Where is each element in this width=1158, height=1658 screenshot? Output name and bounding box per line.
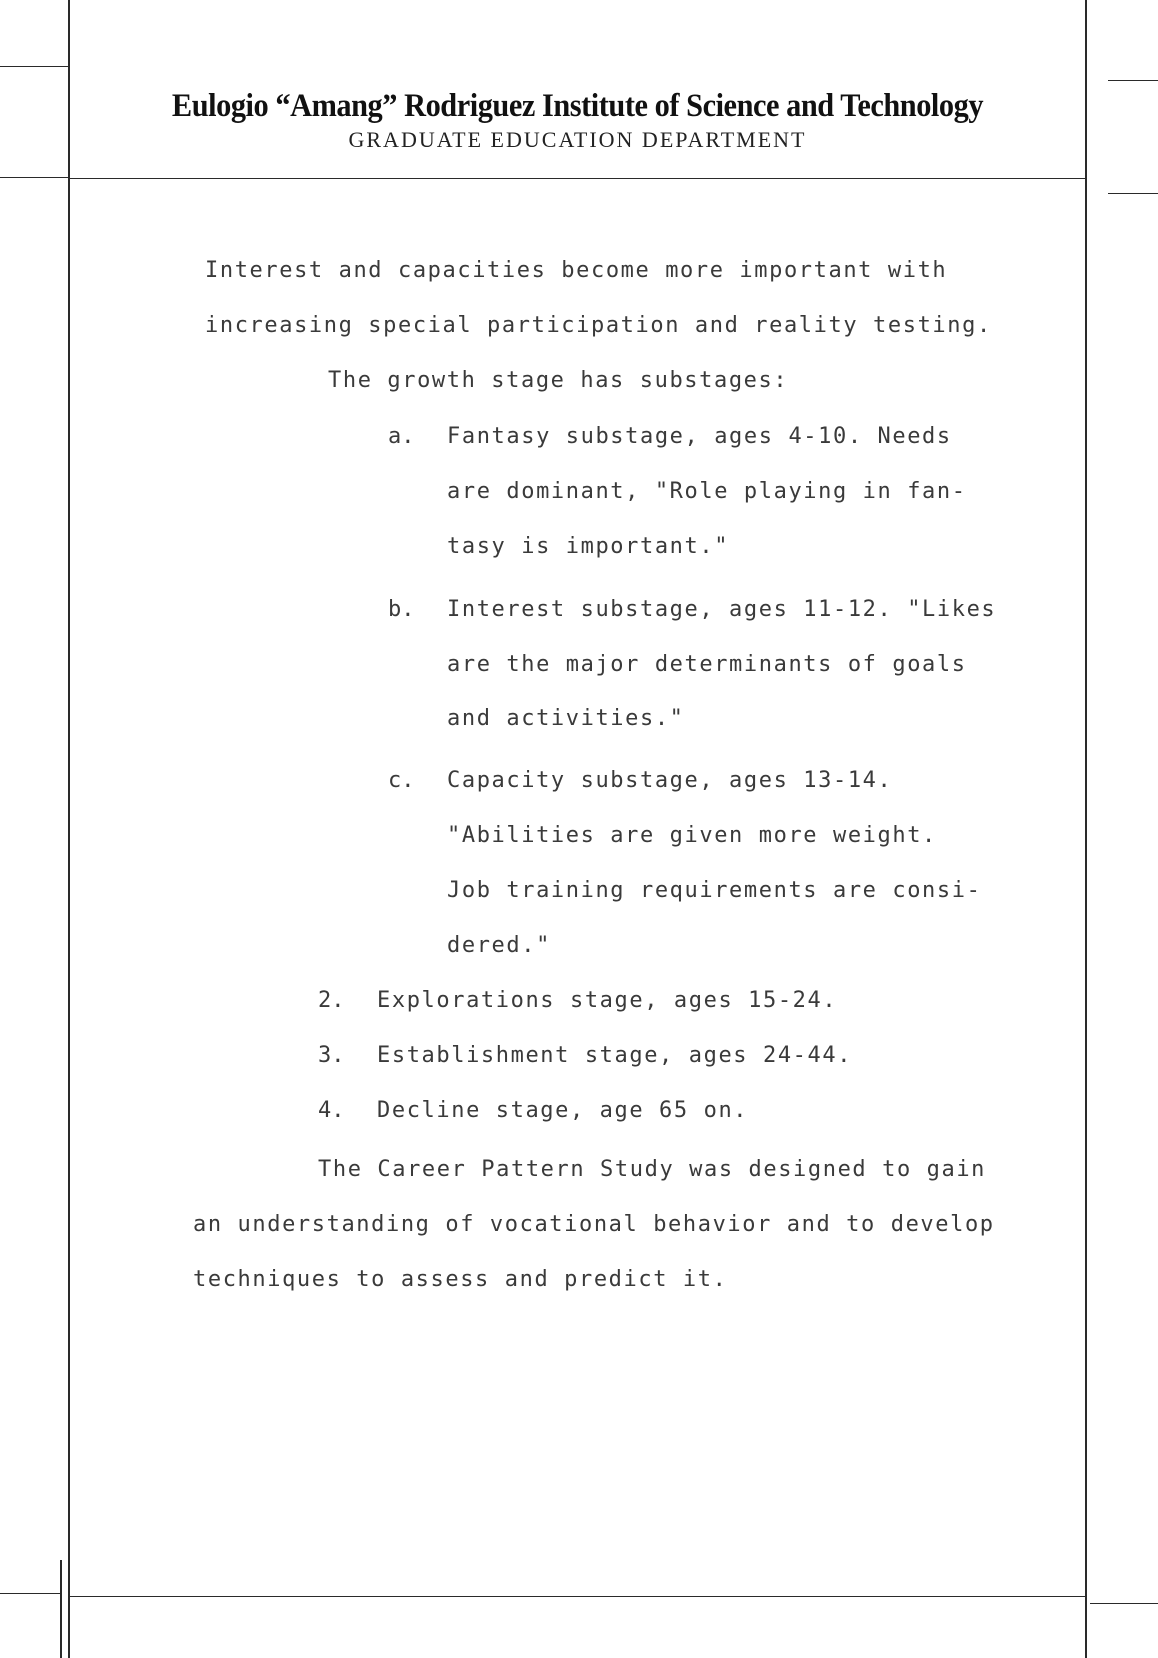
letterhead (70, 88, 1085, 153)
footer-right-rule (1090, 1603, 1158, 1604)
footer-left-rule (0, 1593, 62, 1594)
top-right-rule (1108, 80, 1158, 81)
item-a-line-1: Fantasy substage, ages 4-10. Needs (447, 424, 952, 449)
item-c-line-3: Job training requirements are consi- (447, 878, 982, 903)
item-a-line-2: are dominant, "Role playing in fan- (447, 479, 967, 504)
item-4-marker: 4. (318, 1098, 345, 1123)
item-b-line-2: are the major determinants of goals (447, 652, 967, 677)
item-4-text: Decline stage, age 65 on. (377, 1098, 749, 1123)
right-mid-rule (1108, 193, 1158, 194)
footer-divider (70, 1596, 1085, 1597)
item-c-line-2: "Abilities are given more weight. (447, 823, 937, 848)
top-left-rule (0, 66, 68, 67)
item-3-text: Establishment stage, ages 24-44. (377, 1043, 853, 1068)
closing-line-1: The Career Pattern Study was designed to gain (318, 1157, 987, 1182)
item-c-line-1: Capacity substage, ages 13-14. (447, 768, 893, 793)
item-2-marker: 2. (318, 988, 345, 1013)
item-c-marker: c. (388, 768, 415, 793)
left-margin-rule (68, 0, 70, 1658)
item-2-text: Explorations stage, ages 15-24. (377, 988, 838, 1013)
item-c-line-4: dered." (447, 933, 551, 958)
left-margin-rule-lower (60, 1560, 62, 1658)
left-mid-rule (0, 177, 68, 178)
header-divider (70, 178, 1085, 179)
institution-name: Eulogio “Amang” Rodriguez Institute of Science and Technology (171, 88, 984, 124)
closing-line-2: an understanding of vocational behavior and to develop (193, 1212, 995, 1237)
substages-intro: The growth stage has substages: (328, 368, 789, 393)
closing-line-3: techniques to assess and predict it. (193, 1267, 728, 1292)
department-name: GRADUATE EDUCATION DEPARTMENT (348, 127, 807, 152)
item-a-line-3: tasy is important." (447, 534, 730, 559)
intro-line-1: Interest and capacities become more important with (205, 258, 948, 283)
item-b-line-3: and activities." (447, 706, 685, 731)
intro-line-2: increasing special participation and reality testing. (205, 313, 992, 338)
item-a-marker: a. (388, 424, 415, 449)
item-b-line-1: Interest substage, ages 11-12. "Likes (447, 597, 997, 622)
item-3-marker: 3. (318, 1043, 345, 1068)
right-margin-rule (1085, 0, 1087, 1658)
item-b-marker: b. (388, 597, 415, 622)
